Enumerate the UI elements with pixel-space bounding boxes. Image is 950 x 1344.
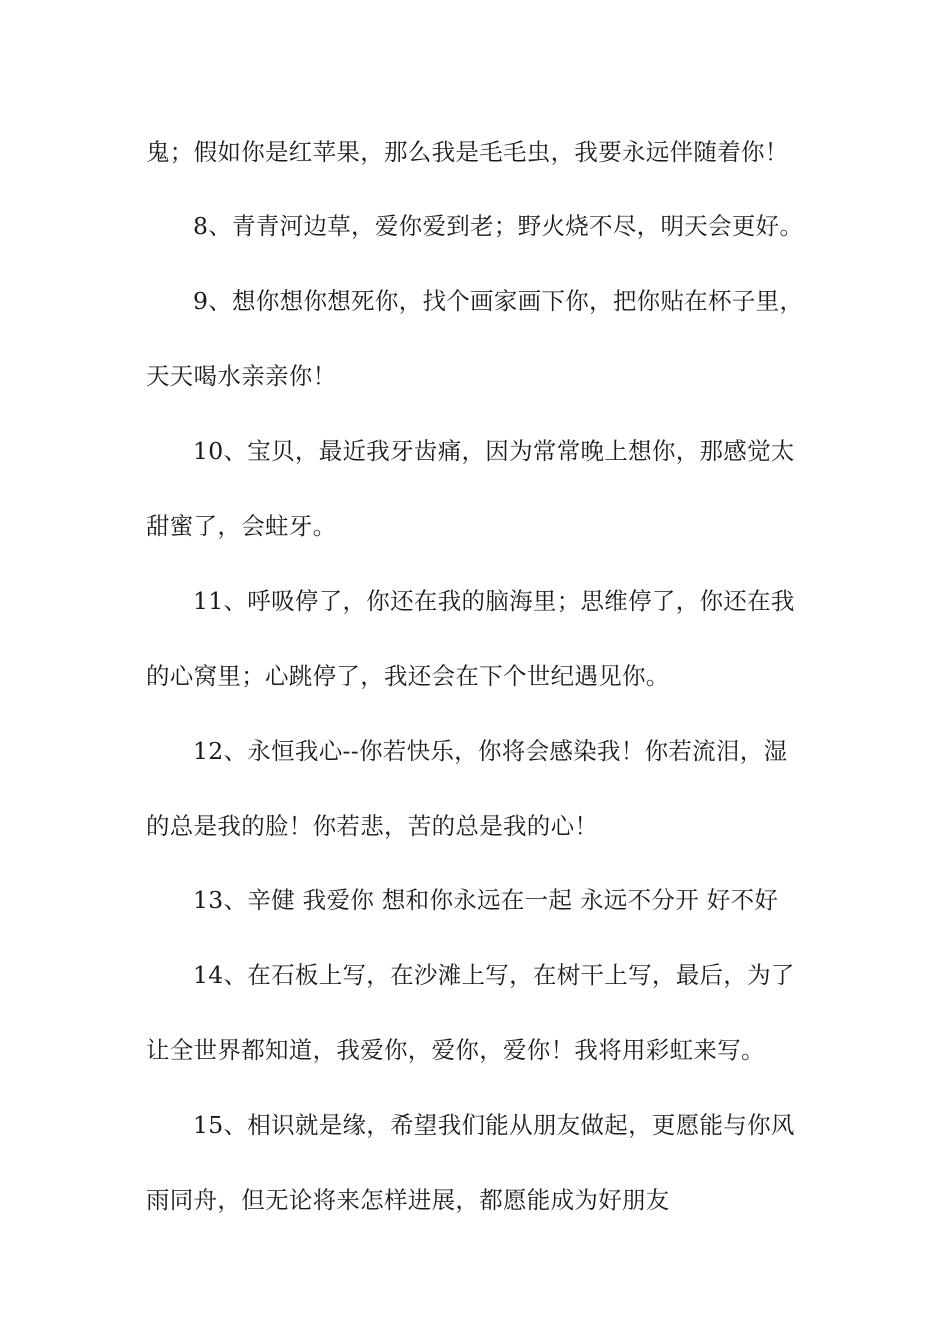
text-line: 的心窝里；心跳停了，我还会在下个世纪遇见你。 [146, 662, 670, 690]
text-line: 14、在石板上写，在沙滩上写，在树干上写，最后，为了 [193, 961, 795, 989]
text-line: 8、青青河边草，爱你爱到老；野火烧不尽，明天会更好。 [193, 212, 804, 240]
text-line: 9、想你想你想死你，找个画家画下你，把你贴在杯子里， [193, 287, 804, 315]
text-line: 雨同舟，但无论将来怎样进展，都愿能成为好朋友 [146, 1186, 670, 1214]
text-line: 让全世界都知道，我爱你，爱你，爱你！我将用彩虹来写。 [146, 1036, 765, 1064]
text-line: 11、呼吸停了，你还在我的脑海里；思维停了，你还在我 [193, 587, 795, 615]
text-line: 天天喝水亲亲你！ [146, 362, 337, 390]
text-line: 10、宝贝，最近我牙齿痛，因为常常晚上想你，那感觉太 [193, 437, 795, 465]
text-line: 13、辛健 我爱你 想和你永远在一起 永远不分开 好不好 [193, 886, 779, 914]
text-line: 鬼；假如你是红苹果，那么我是毛毛虫，我要永远伴随着你！ [146, 138, 789, 166]
text-line: 15、相识就是缘，希望我们能从朋友做起，更愿能与你风 [193, 1111, 795, 1139]
text-line: 的总是我的脸！你若悲，苦的总是我的心！ [146, 812, 599, 840]
text-line: 12、永恒我心--你若快乐，你将会感染我！你若流泪，湿 [193, 737, 788, 765]
text-line: 甜蜜了，会蛀牙。 [146, 512, 337, 540]
